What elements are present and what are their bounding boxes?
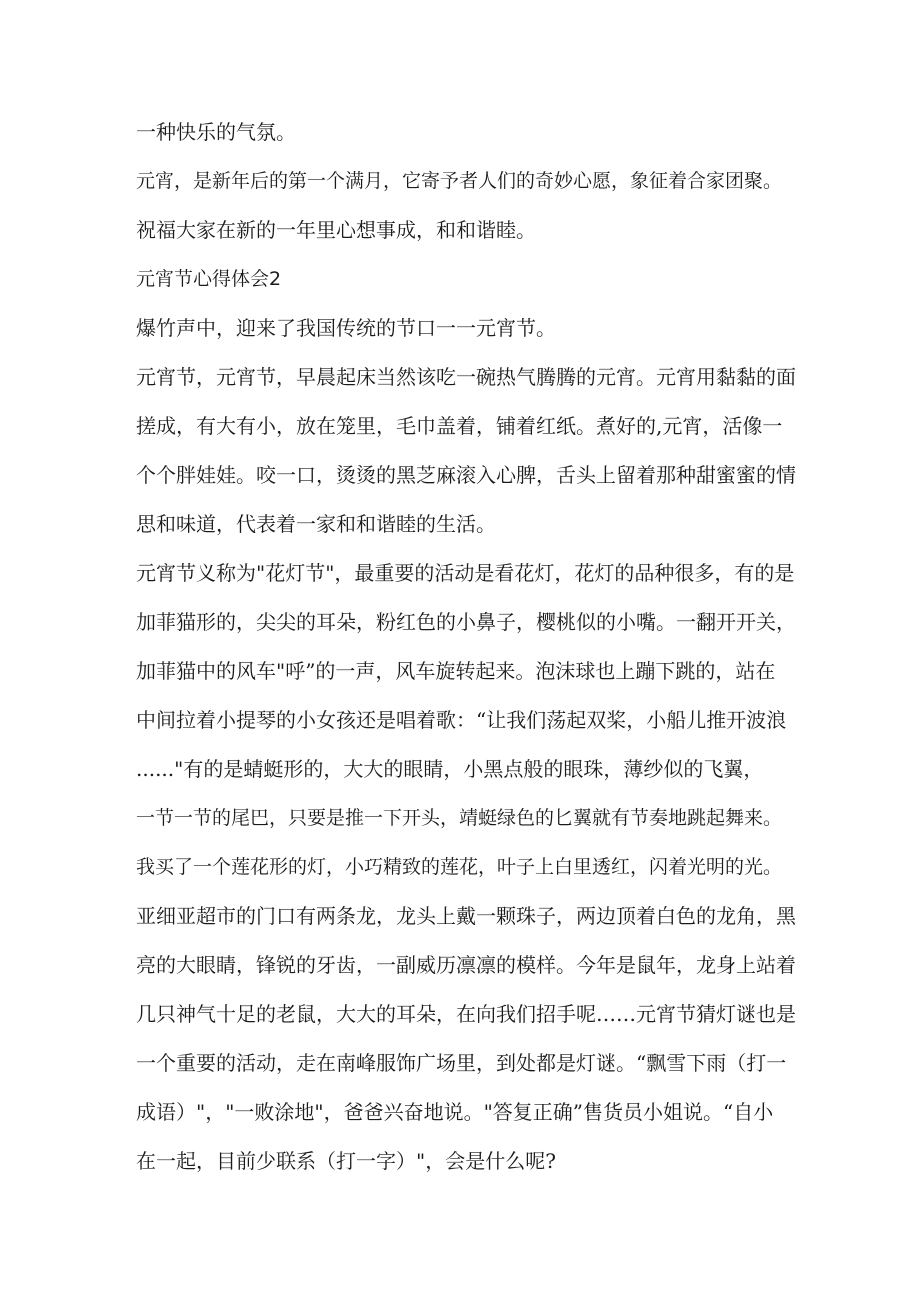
text-line: ......"有的是蜻蜓形的，大大的眼睛，小黑点般的眼珠，薄纱似的飞翼， xyxy=(136,757,764,781)
text-line: 一个重要的活动，走在南峰服饰广场里，到处都是灯谜。“飘雪下雨（打一 xyxy=(136,1051,787,1075)
text-line: 祝福大家在新的一年里心想事成，和和谐睦。 xyxy=(136,218,536,242)
text-line: 一节一节的尾巴，只要是推一下开头，靖蜓绿色的匕翼就有节奏地跳起舞来。 xyxy=(136,807,783,829)
text-line: 元宵节，元宵节，早晨起床当然该吃一碗热气腾腾的元宵。元宵用黏黏的面 xyxy=(136,365,796,389)
text-line: 搓成，有大有小，放在笼里，毛巾盖着，铺着红纸。煮好的,元宵，活像一 xyxy=(136,414,783,438)
text-line: 一种快乐的气氛。 xyxy=(136,120,296,144)
text-line: 个个胖娃娃。咬一口，烫烫的黑芝麻滚入心脾，舌头上留着那种甜蜜蜜的情 xyxy=(136,463,796,487)
text-line: 元宵节义称为"花灯节"，最重要的活动是看花灯，花灯的品种很多，有的是 xyxy=(136,561,795,585)
text-line: 爆竹声中，迎来了我国传统的节口一一元宵节。 xyxy=(136,316,556,340)
text-line: 亚细亚超市的门口有两条龙，龙头上戴一颗珠子，两边顶着白色的龙角，黑 xyxy=(136,904,796,928)
text-line: 加菲猫中的风车"呼”的一声，风车旋转起来。泡沫球也上蹦下跳的，站在 xyxy=(136,659,776,683)
text-line: 思和味道，代表着一家和和谐睦的生活。 xyxy=(136,512,496,536)
text-line: 几只神气十足的老鼠，大大的耳朵，在向我们招手呢……元宵节猜灯谜也是 xyxy=(136,1002,796,1026)
text-line: 元宵，是新年后的第一个满月，它寄予者人们的奇妙心愿，象征着合家团聚。 xyxy=(136,170,783,192)
text-line: 成语）"，"一败涂地"，爸爸兴奋地说。"答复正确”售货员小姐说。“自小 xyxy=(136,1100,774,1124)
text-line: 亮的大眼睛，锋锐的牙齿，一副威历凛凛的模样。今年是鼠年，龙身上站着 xyxy=(136,953,796,977)
text-line: 我买了一个莲花形的灯，小巧精致的莲花，叶子上白里透红，闪着光明的光。 xyxy=(136,856,783,878)
text-line: 在一起，目前少联系（打一字）"，会是什么呢? xyxy=(136,1149,556,1173)
text-line: 中间拉着小提琴的小女孩还是唱着歌：“让我们荡起双桨，小船儿推开波浪 xyxy=(136,708,787,732)
text-line: 加菲猫形的，尖尖的耳朵，粉红色的小鼻子，樱桃似的小嘴。一翻开开关， xyxy=(136,610,796,634)
section-heading: 元宵节心得体会2 xyxy=(136,268,282,290)
